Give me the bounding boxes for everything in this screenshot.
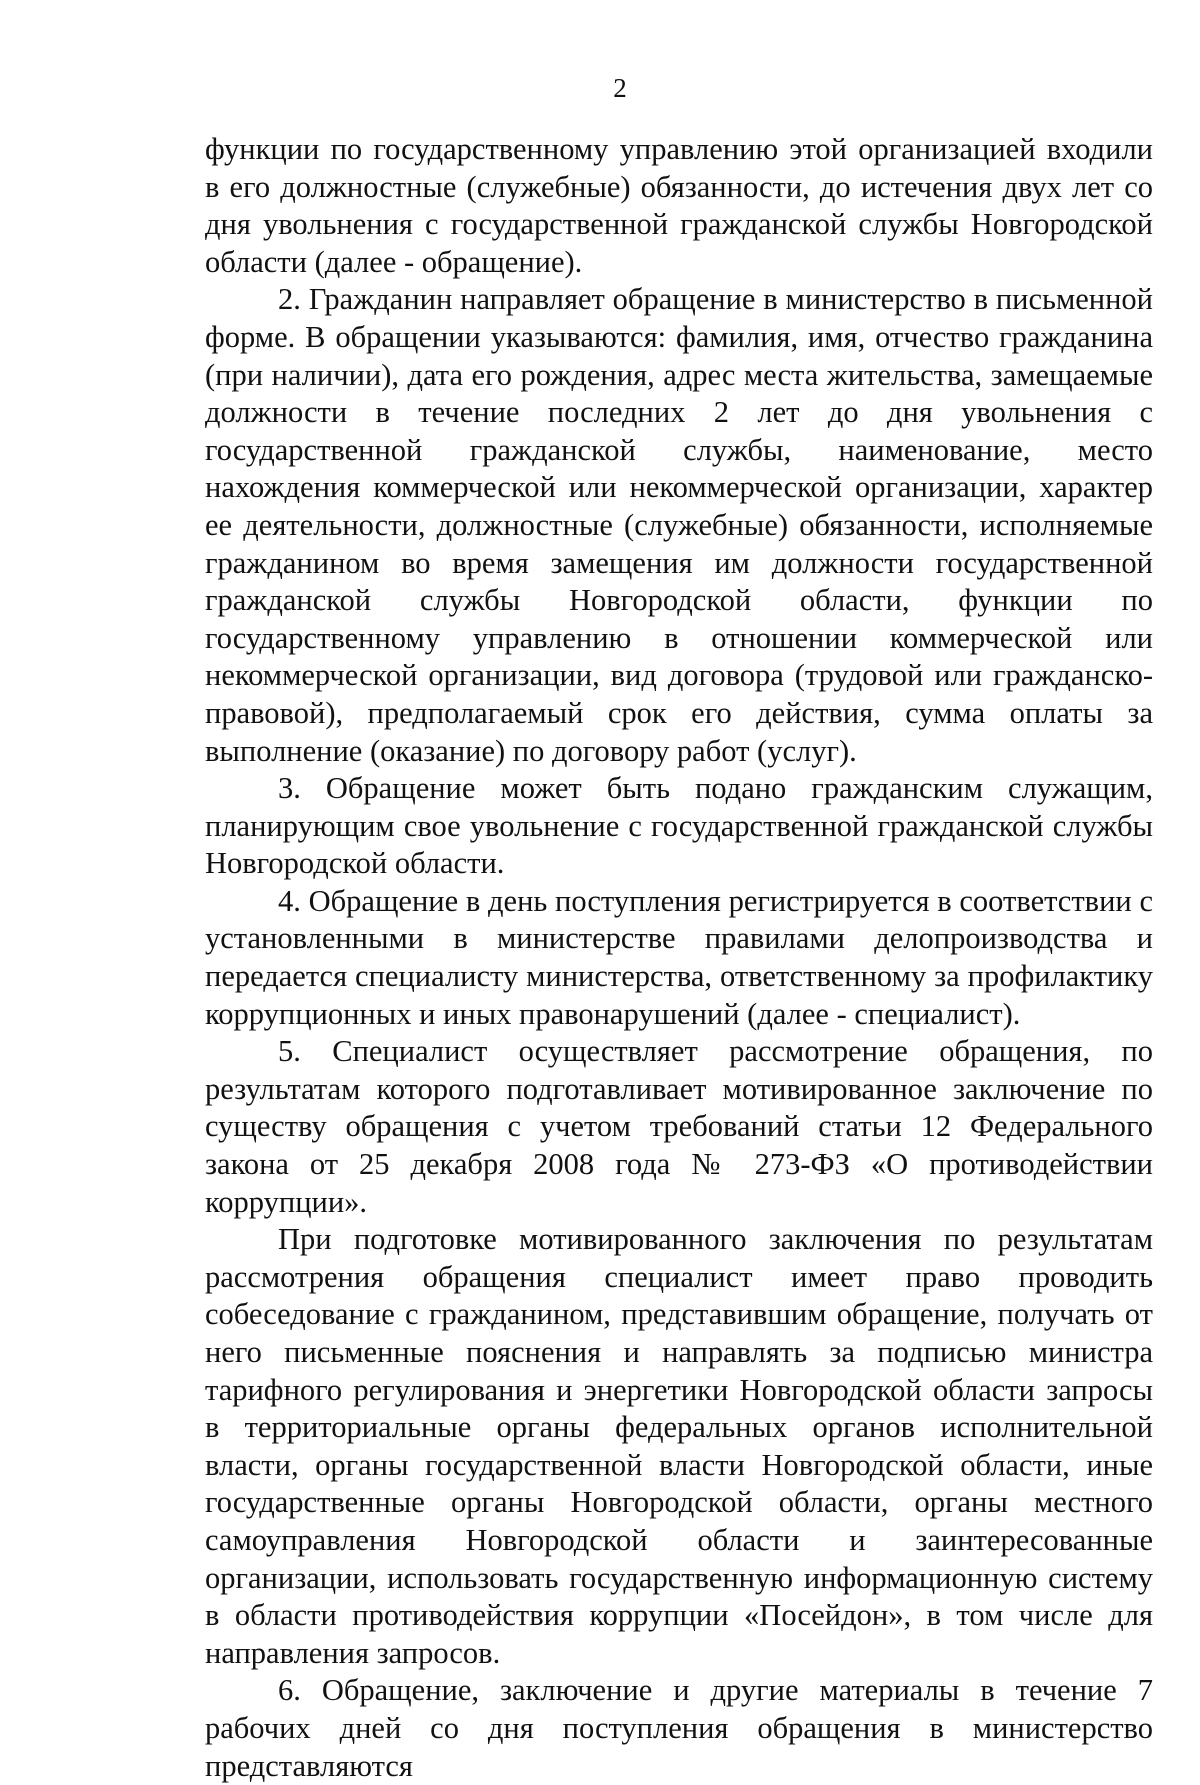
paragraph-5: 5. Специалист осуществляет рассмотрение обращения, по результатам которого подготавливает мотивированное заключение по существу обращения с учетом требований статьи 12 Федерального закона от 25 декабря 2008 года № 273-ФЗ «О противодействии коррупции».: [205, 1034, 1153, 1219]
paragraph-4: 4. Обращение в день поступления регистрируется в соответствии с установленными в министерстве правилами делопроизводства и передается специалисту министерства, ответственному за профилактику коррупционных и иных правонарушений (далее - специалист).: [205, 883, 1153, 1031]
paragraph-continuation: функции по государственному управлению этой организацией входили в его должностные (служебные) обязанности, до истечения двух лет со дня увольнения с государственной гражданской службы Новгородской области (далее - обращение).: [205, 132, 1153, 279]
paragraph-3: 3. Обращение может быть подано гражданским служащим, планирующим свое увольнение с государственной гражданской службы Новгородской области.: [205, 771, 1153, 881]
paragraph-6: 6. Обращение, заключение и другие материалы в течение 7 рабочих дней со дня поступления обращения в министерство представляются: [205, 1673, 1153, 1783]
page-number: 2: [613, 73, 627, 103]
paragraph-2: 2. Гражданин направляет обращение в министерство в письменной форме. В обращении указываются: фамилия, имя, отчество гражданина (при наличии), дата его рождения, адрес места жительства, замещаемые должности в течение последних 2 лет до дня увольнения с государственной гражданской службы, наименование, место нахождения коммерческой или некоммерческой организации, характер ее деятельности, должностные (служебные) обязанности, исполняемые гражданином во время замещения им должности государственной гражданской службы Новгородской области, функции по государственному управлению в отношении коммерческой или некоммерческой организации, вид договора (трудовой или гражданско-правовой), предполагаемый срок его действия, сумма оплаты за выполнение (оказание) по договору работ (услуг).: [205, 282, 1153, 768]
paragraph-5-continuation: При подготовке мотивированного заключения по результатам рассмотрения обращения специалист имеет право проводить собеседование с гражданином, представившим обращение, получать от него письменные пояснения и направлять за подписью министра тарифного регулирования и энергетики Новгородской области запросы в территориальные органы федеральных органов исполнительной власти, органы государственной власти Новгородской области, иные государственные органы Новгородской области, органы местного самоуправления Новгородской области и заинтересованные организации, использовать государственную информационную систему в области противодействия коррупции «Посейдон», в том числе для направления запросов.: [205, 1222, 1153, 1670]
document-body: [205, 131, 1153, 1785]
